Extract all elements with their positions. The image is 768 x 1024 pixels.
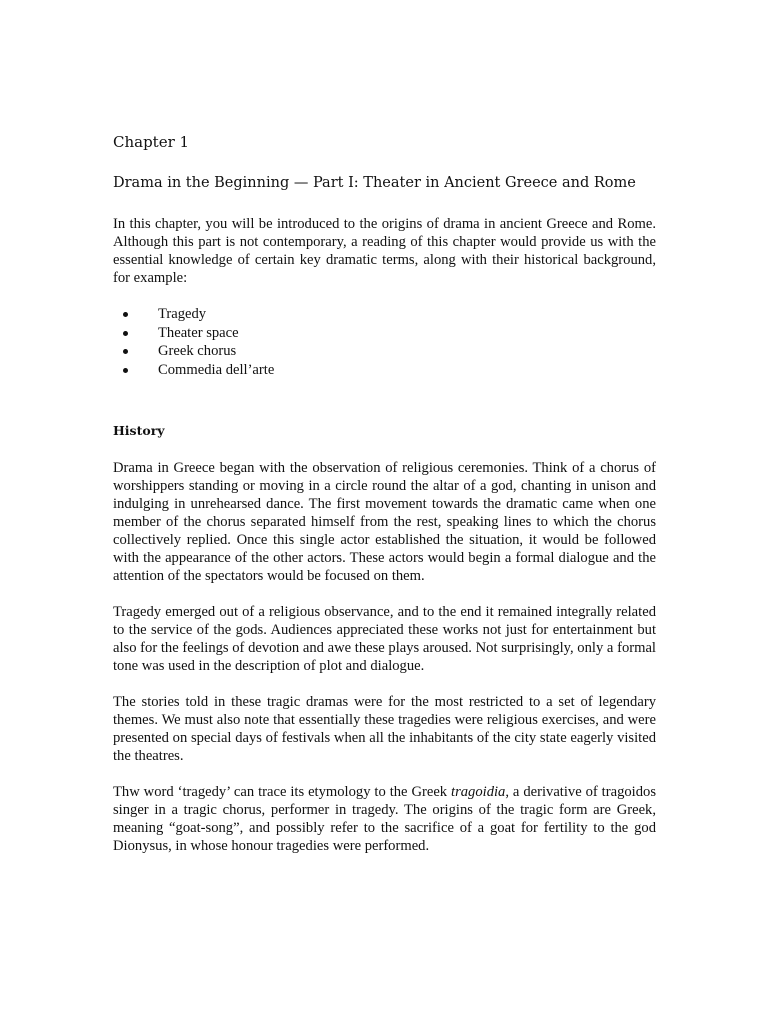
history-paragraph-4 (113, 783, 656, 855)
list-item-label: Tragedy (158, 306, 207, 322)
bullet-icon (123, 368, 128, 373)
list-item (113, 361, 656, 380)
bullet-icon (123, 312, 128, 317)
page-content (113, 132, 656, 855)
etymology-text-start: Thw word ‘tragedy’ can trace its etymology to the Greek (113, 784, 452, 800)
section-heading-history: History (113, 423, 165, 438)
list-item-label: Commedia dell’arte (158, 361, 275, 378)
etymology-text-end: , a derivative of tragoidos singer in a tragic chorus, performer in tragedy. The origins of the tragic form are Greek, meaning “goat-song”, and possibly refer to the sacrifice of a goat for fertility to the god Dionysus, in whose honour tragedies were performed. (113, 784, 656, 854)
greek-term: tragoidia (451, 784, 506, 800)
list-item (113, 324, 656, 343)
list-item (113, 342, 656, 361)
chapter-title: Drama in the Beginning — Part I: Theater in Ancient Greece and Rome (113, 175, 636, 191)
history-paragraph-1: Drama in Greece began with the observation of religious ceremonies. Think of a chorus of worshippers standing or moving in a circle round the altar of a god, chanting in unison and indulging in unrehearsed dance. The first movement towards the dramatic came when one member of the chorus separated himself from the rest, speaking lines to which the chorus collectively replied. Once this single actor established the situation, it would be followed with the appearance of the other actors. These actors would begin a formal dialogue and the attention of the spectators would be focused on them. (113, 460, 656, 584)
bullet-icon (123, 349, 128, 354)
key-terms-list (113, 305, 656, 379)
bullet-icon (123, 331, 128, 336)
list-item (113, 305, 656, 324)
list-item-label: Theater space (158, 324, 239, 341)
intro-paragraph: In this chapter, you will be introduced to the origins of drama in ancient Greece and Rome. Although this part is not contemporary, a reading of this chapter would provide us with the essential knowledge of certain key dramatic terms, along with their historical background, for example: (113, 216, 656, 286)
history-paragraph-3: The stories told in these tragic dramas were for the most restricted to a set of legendary themes. We must also note that essentially these tragedies were religious exercises, and were presented on special days of festivals when all the inhabitants of the city state eagerly visited the theatres. (113, 694, 656, 764)
chapter-label: Chapter 1 (113, 133, 190, 151)
list-item-label: Greek chorus (158, 343, 237, 359)
history-paragraph-2: Tragedy emerged out of a religious observance, and to the end it remained integrally related to the service of the gods. Audiences appreciated these works not just for entertainment but also for the feelings of devotion and awe these plays aroused. Not surprisingly, only a formal tone was used in the description of plot and dialogue. (113, 604, 656, 674)
